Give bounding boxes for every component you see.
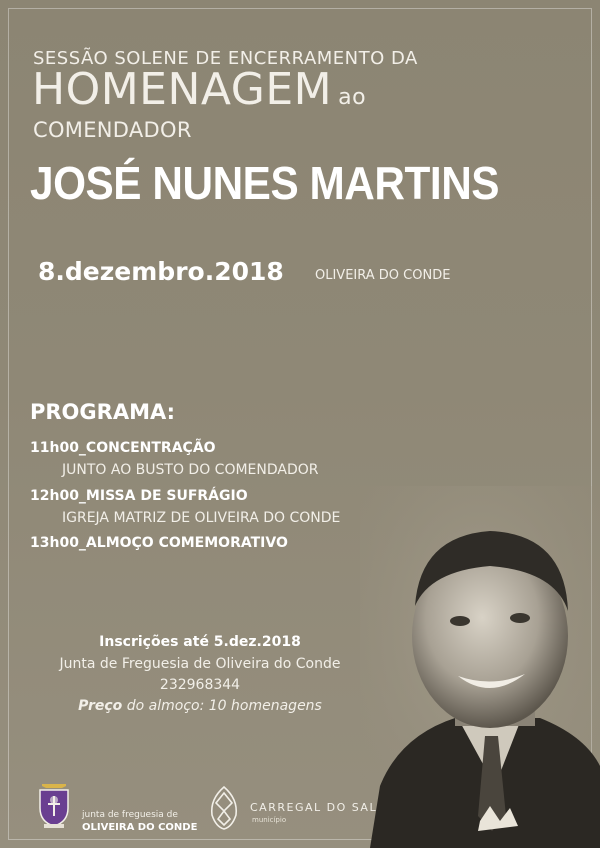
header-line1: SESSÃO SOLENE DE ENCERRAMENTO DA bbox=[33, 48, 418, 69]
event-date: 8.dezembro.2018 bbox=[38, 257, 284, 286]
event-place: OLIVEIRA DO CONDE bbox=[315, 268, 451, 283]
programa-title: PROGRAMA: bbox=[30, 400, 176, 424]
price-label: Preço bbox=[78, 698, 123, 714]
honoree-name: JOSÉ NUNES MARTINS bbox=[30, 157, 500, 209]
programa-item-2: 12h00_MISSA DE SUFRÁGIO bbox=[30, 488, 248, 504]
header-homenagem bbox=[32, 64, 367, 120]
ao-word: ao bbox=[338, 85, 367, 110]
carregal-sub: município bbox=[252, 816, 287, 824]
junta-crest-icon bbox=[36, 778, 72, 830]
programa-item-1: 11h00_CONCENTRAÇÃO bbox=[30, 440, 216, 456]
inscricoes-price bbox=[0, 698, 400, 714]
inscricoes-org: Junta de Freguesia de Oliveira do Conde bbox=[59, 656, 341, 672]
carregal-name: CARREGAL DO SAL bbox=[250, 801, 378, 814]
header-comendador: COMENDADOR bbox=[33, 118, 192, 142]
programa-item-2-location: IGREJA MATRIZ DE OLIVEIRA DO CONDE bbox=[62, 510, 341, 526]
junta-line1: junta de freguesia de bbox=[82, 810, 178, 820]
junta-line2: OLIVEIRA DO CONDE bbox=[82, 822, 198, 833]
carregal-pinecone-icon bbox=[206, 785, 242, 831]
inscricoes-phone: 232968344 bbox=[159, 677, 241, 693]
inscricoes-title: Inscrições até 5.dez.2018 bbox=[99, 634, 301, 650]
programa-item-1-location: JUNTO AO BUSTO DO COMENDADOR bbox=[62, 462, 319, 478]
homenagem-word: HOMENAGEM bbox=[32, 64, 333, 115]
programa-item-3: 13h00_ALMOÇO COMEMORATIVO bbox=[30, 535, 288, 551]
price-text: do almoço: 10 homenagens bbox=[126, 698, 322, 714]
